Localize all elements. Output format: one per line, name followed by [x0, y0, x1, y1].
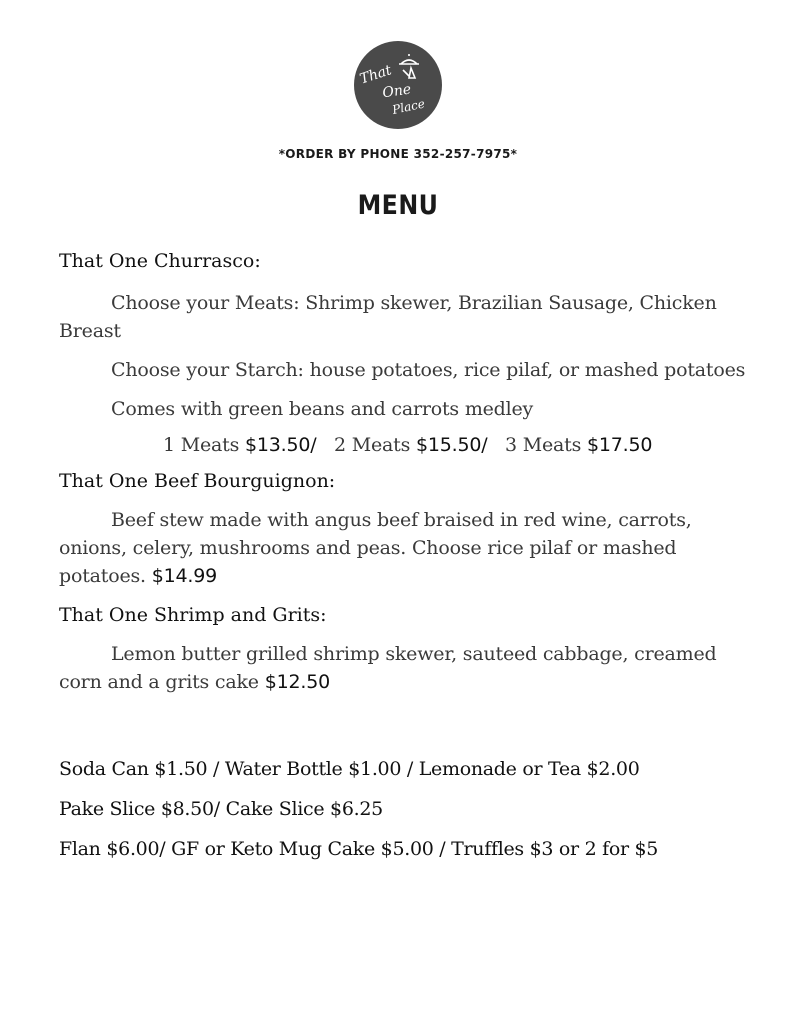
svg-text:Place: Place — [390, 96, 427, 118]
shrimp-grits-desc-text: Lemon butter grilled shrimp skewer, sauteed cabbage, creamed corn and a grits cake — [59, 643, 717, 693]
price-value: $13.50/ — [244, 434, 317, 456]
svg-text:That: That — [357, 62, 394, 88]
menu-content — [59, 250, 749, 860]
svg-text:One: One — [381, 81, 413, 102]
price-value: $17.50 — [586, 434, 653, 456]
shrimp-grits-price: $12.50 — [264, 671, 330, 693]
extras-line-slices: Pake Slice $8.50/ Cake Slice $6.25 — [59, 798, 383, 820]
price-label: 1 Meats — [163, 434, 240, 456]
price-label: 3 Meats — [505, 434, 582, 456]
extras-line-drinks: Soda Can $1.50 / Water Bottle $1.00 / Lemonade or Tea $2.00 — [59, 758, 640, 780]
churrasco-starch-line: Choose your Starch: house potatoes, rice pilaf, or mashed potatoes — [111, 359, 746, 381]
order-by-phone-line: *ORDER BY PHONE 352-257-7975* — [278, 147, 518, 161]
section-heading-shrimp-grits: That One Shrimp and Grits: — [59, 604, 327, 626]
section-heading-churrasco: That One Churrasco: — [59, 250, 261, 272]
section-heading-bourguignon: That One Beef Bourguignon: — [59, 470, 336, 492]
churrasco-meats-line: Choose your Meats: Shrimp skewer, Brazilian Sausage, Chicken Breast — [59, 292, 717, 342]
chef-food-logo-icon — [353, 40, 443, 130]
shrimp-grits-description — [59, 640, 749, 696]
price-value: $15.50/ — [415, 434, 488, 456]
bourguignon-description — [59, 506, 749, 590]
price-label: 2 Meats — [334, 434, 411, 456]
extras-line-desserts: Flan $6.00/ GF or Keto Mug Cake $5.00 / Truffles $3 or 2 for $5 — [59, 838, 659, 860]
churrasco-sides-line: Comes with green beans and carrots medley — [111, 398, 534, 420]
bourguignon-price: $14.99 — [151, 565, 218, 587]
churrasco-price-row — [59, 434, 749, 456]
bourguignon-desc-text: Beef stew made with angus beef braised in red wine, carrots, onions, celery, mushrooms and peas. Choose rice pilaf or mashed potatoes. — [59, 509, 692, 587]
logo — [353, 40, 443, 130]
menu-title: MENU — [357, 190, 439, 221]
